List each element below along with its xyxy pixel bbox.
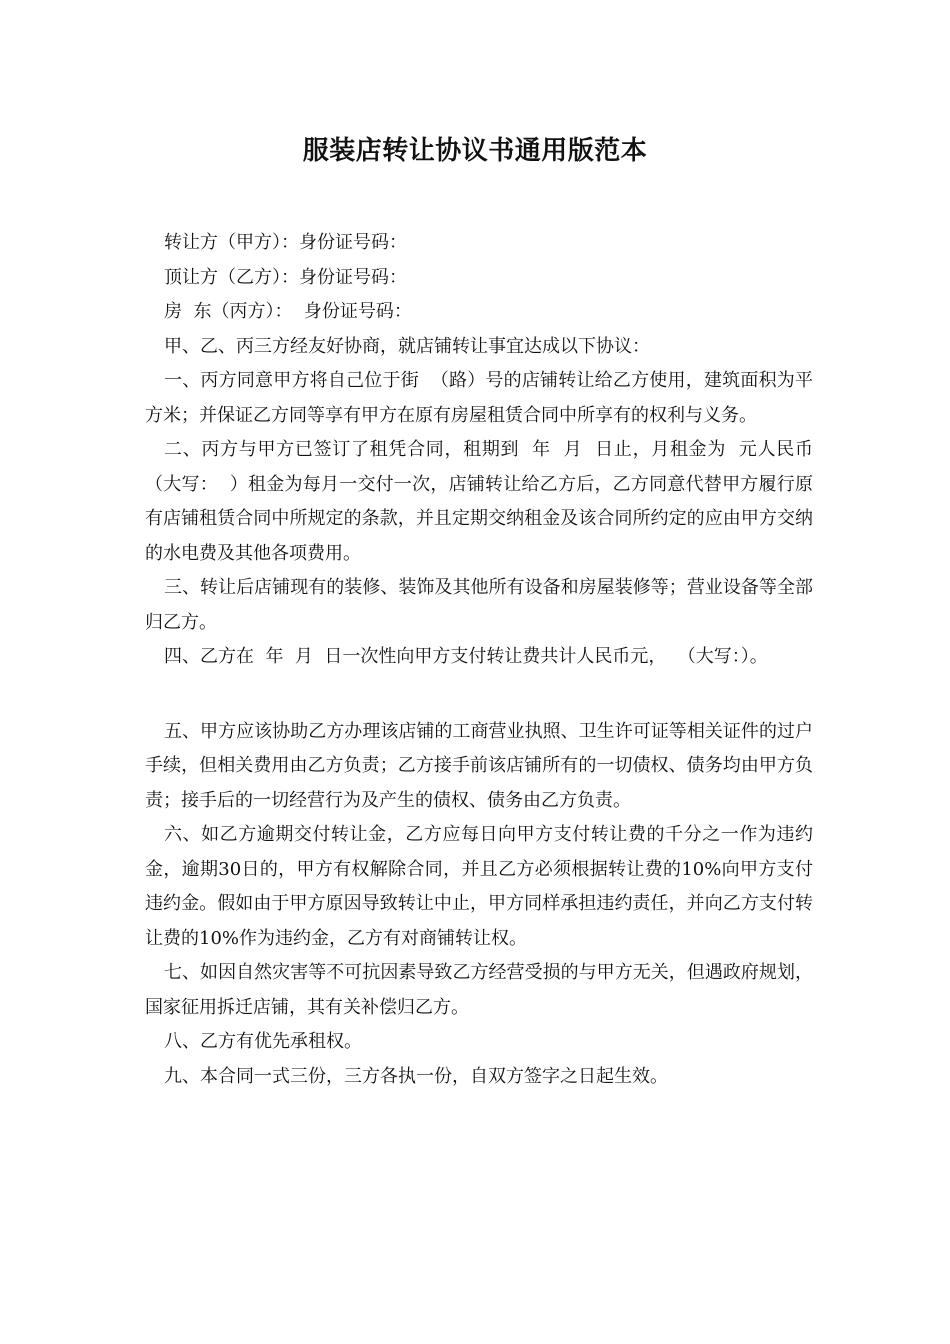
document-body [145, 226, 813, 1094]
clause-7: 七、如因自然灾害等不可抗因素导致乙方经营受损的与甲方无关，但遇政府规划，国家征用拆迁店铺，其有关补偿归乙方。 [145, 962, 813, 1018]
clause-4: 四、乙方在 年 月 日一次性向甲方支付转让费共计人民币元， （大写：）。 [164, 646, 768, 667]
clause-3: 三、转让后店铺现有的装修、装饰及其他所有设备和房屋装修等；营业设备等全部归乙方。 [145, 577, 813, 633]
clause-9: 九、本合同一式三份，三方各执一份，自双方签字之日起生效。 [164, 1065, 668, 1087]
party-landlord-line: 房 东（丙方）： 身份证号码： [164, 301, 412, 322]
clause-6: 六、如乙方逾期交付转让金，乙方应每日向甲方支付转让费的千分之一作为违约金，逾期30日的，甲方有权解除合同，并且乙方必须根据转让费的10%向甲方支付违约金。假如由于甲方原因导致转让中止，甲方同样承担违约责任，并向乙方支付转让费的10%作为违约金，乙方有对商铺转让权。 [145, 824, 813, 949]
agreement-intro: 甲、乙、丙三方经友好协商，就店铺转让事宜达成以下协议： [164, 335, 650, 357]
party-transferee-line: 顶让方（乙方）：身份证号码： [164, 266, 407, 288]
clause-1: 一、丙方同意甲方将自己位于街 （路）号的店铺转让给乙方使用，建筑面积为平方米；并保证乙方同等享有甲方在原有房屋租赁合同中所享有的权利与义务。 [145, 370, 813, 426]
party-transferor-line: 转让方（甲方）：身份证号码： [164, 232, 407, 253]
clause-8: 八、乙方有优先承租权。 [164, 1031, 362, 1052]
clause-5: 五、甲方应该协助乙方办理该店铺的工商营业执照、卫生许可证等相关证件的过户手续，但相关费用由乙方负责；乙方接手前该店铺所有的一切债权、债务均由甲方负责；接手后的一切经营行为及产生的债权、债务由乙方负责。 [145, 720, 813, 811]
clause-2: 二、丙方与甲方已签订了租凭合同，租期到 年 月 日止，月租金为 元人民币（大写： ）租金为每月一交付一次，店铺转让给乙方后，乙方同意代替甲方履行原有店铺租赁合同中所规定的条款，并且定期交纳租金及该合同所约定的应由甲方交纳的水电费及其他各项费用。 [145, 439, 813, 564]
document-title: 服装店转让协议书通用版范本 [302, 136, 648, 166]
paragraph-gap [145, 675, 813, 715]
